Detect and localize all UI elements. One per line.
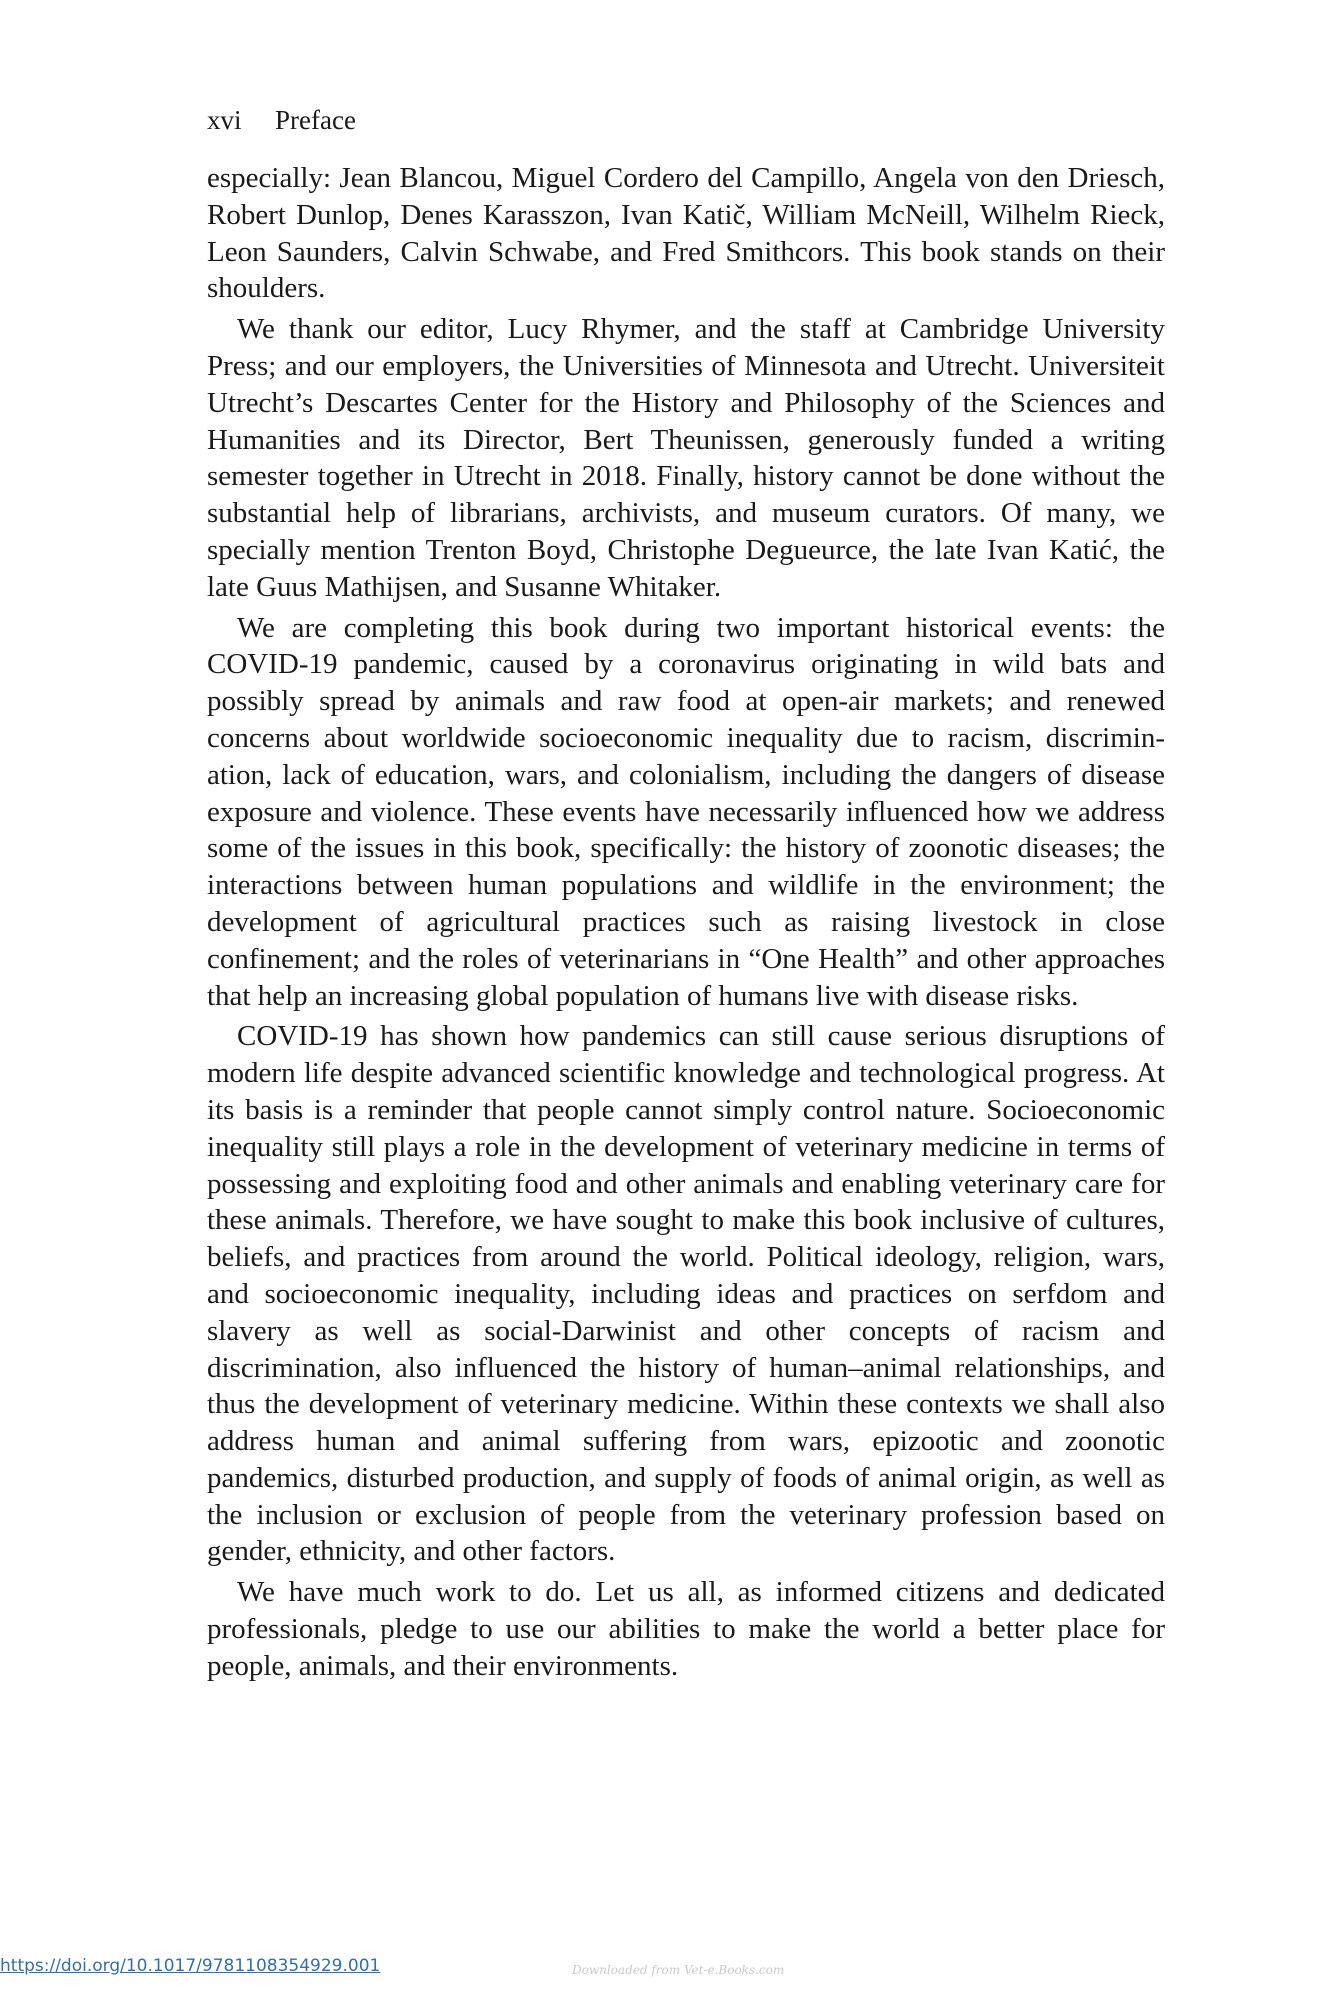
paragraph-closing: We have much work to do. Let us all, as informed citizens and dedicated professionals, pledge to use our abilities to make the world a better place for people, animals, and their environments. [207, 1576, 1165, 1682]
paragraph-acknowledgements: We thank our editor, Lucy Rhymer, and the staff at Cambridge University Press; and our employers, the Universities of Minnesota and Utrecht. Universiteit Utrecht’s Descartes Center for the History and Philosophy of the Sciences and Humanities and its Director, Bert Theunissen, generously funded a writing semester together in Utrecht in 2018. Finally, history cannot be done without the substantial help of librarians, archivists, and museum curators. Of many, we specially mention Trenton Boyd, Christophe Degueurce, the late Ivan Katić, the late Guus Mathijsen, and Susanne Whitaker. [207, 313, 1165, 603]
paragraph-continuation: especially: Jean Blancou, Miguel Cordero del Campillo, Angela von den Driesch, Robert Dunlop, Denes Karasszon, Ivan Katič, William McNeill, Wilhelm Rieck, Leon Saunders, Calvin Schwabe, and Fred Smithcors. This book stands on their shoulders. [207, 162, 1165, 305]
paragraph-historical-events: We are completing this book during two important historical events: the COVID-19 pandemic, caused by a coronavirus originating in wild bats and possibly spread by animals and raw food at open-air markets; and renewed concerns about worldwide socioeconomic inequality due to racism, discrimination, lack of education, wars, and colonialism, including the dangers of disease exposure and violence. These events have necessarily influenced how we address some of the issues in this book, specifically: the history of zoonotic diseases; the interactions between human populations and wildlife in the environment; the development of agricultural practices such as raising livestock in close confinement; and the roles of veterinarians in “One Health” and other approaches that help an increasing global population of humans live with disease risks. [207, 611, 1165, 1012]
paragraph-covid-impact: COVID-19 has shown how pandemics can still cause serious disruptions of modern life despite advanced scientific knowledge and technological progress. At its basis is a reminder that people cannot simply control nature. Socioeconomic inequality still plays a role in the development of veterinary medicine in terms of possessing and exploiting food and other animals and enabling veterinary care for these animals. Therefore, we have sought to make this book inclusive of cultures, beliefs, and practices from around the world. Political ideology, religion, wars, and socioeconomic inequality, including ideas and practices on serfdom and slavery as well as social-Darwinist and other concepts of racism and discrimination, also influenced the history of human–animal relationships, and thus the development of veterinary medicine. Within these contexts we shall also address human and animal suffering from wars, epizootic and zoonotic pandemics, disturbed production, and supply of foods of animal origin, as well as the inclusion or exclusion of people from the veterinary profession based on gender, ethnicity, and other factors. [207, 1020, 1165, 1568]
running-head [207, 100, 356, 140]
download-watermark: Downloaded from Vet-e.Books.com [572, 1963, 785, 1977]
page-number: xvi [207, 105, 242, 135]
body-text [207, 160, 1165, 1689]
running-title: Preface [275, 105, 356, 135]
doi-link[interactable]: https://doi.org/10.1017/9781108354929.001 [0, 1956, 381, 1976]
